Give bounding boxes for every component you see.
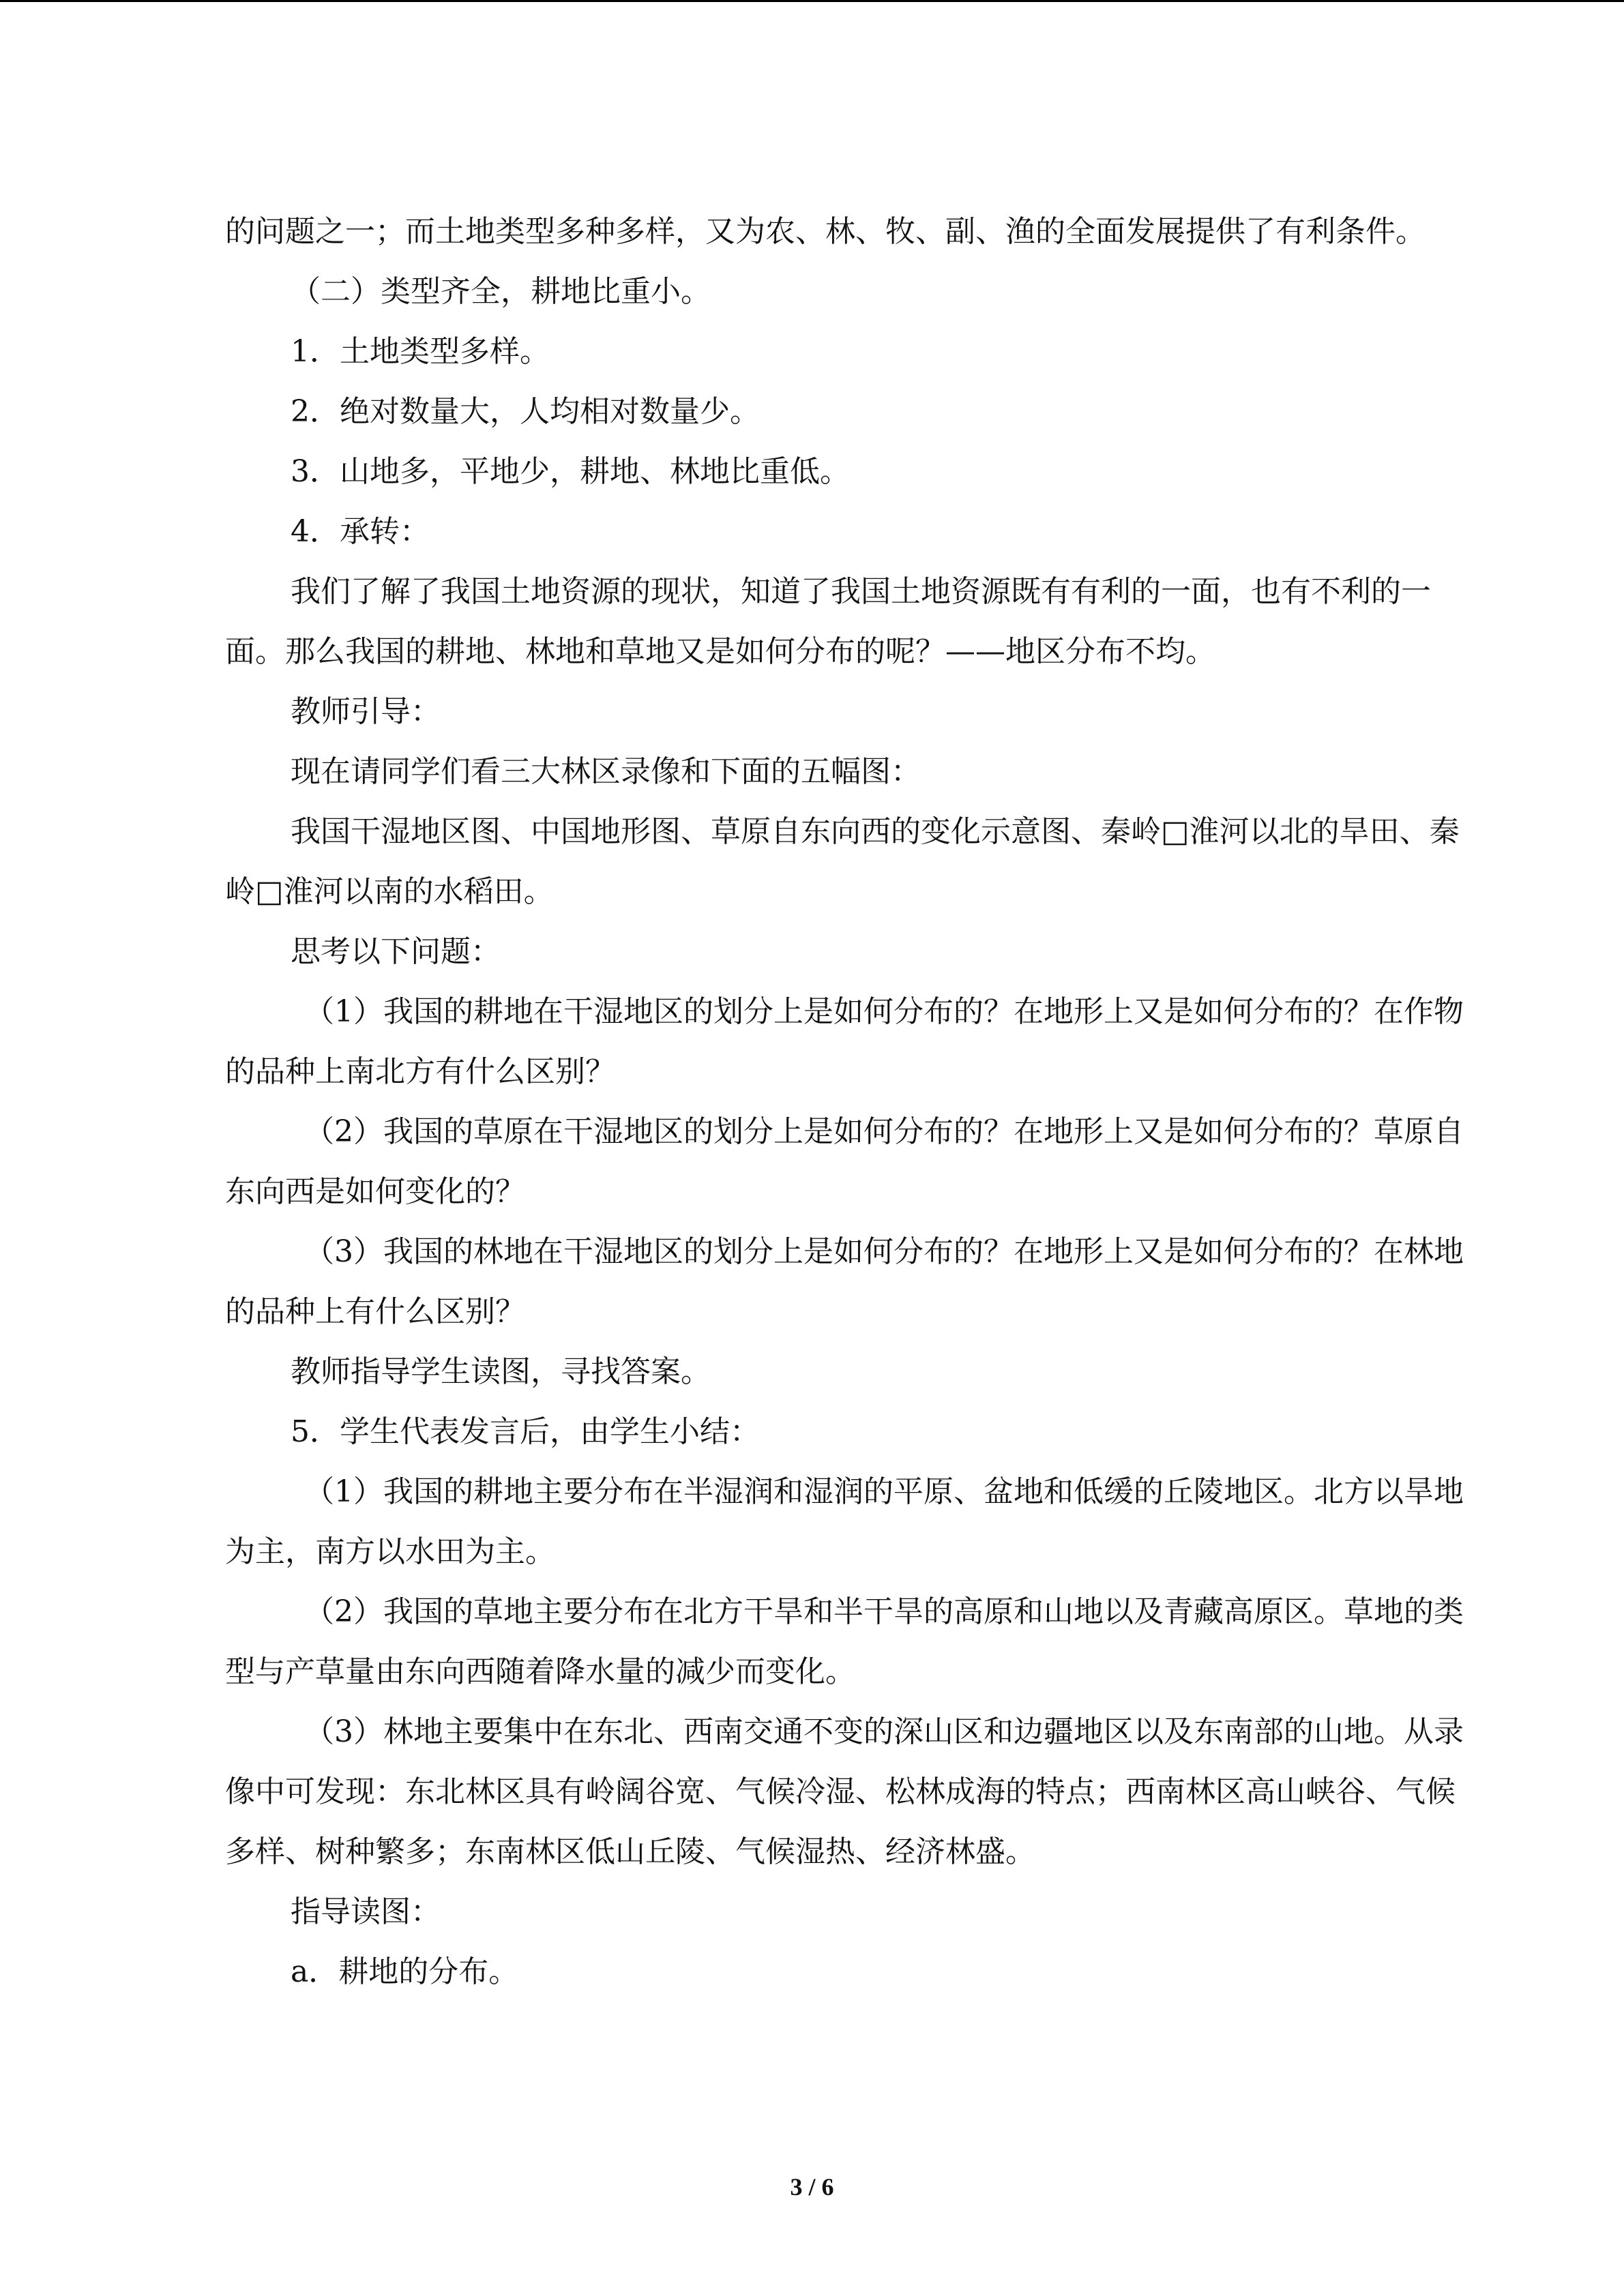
paragraph: 现在请同学们看三大林区录像和下面的五幅图： (291, 754, 921, 789)
list-item: 5．学生代表发言后，由学生小结： (291, 1414, 760, 1449)
paragraph: 教师引导： (291, 694, 441, 729)
summary-item: （3）林地主要集中在东北、西南交通不变的深山区和边疆地区以及东南部的山地。从录像中可发现：东北林区具有岭阔谷宽、气候冷湿、松林成海的特点；西南林区高山峡谷、气候多样、树种繁多；东南林区低山丘陵、气候湿热、经济林盛。 (225, 1714, 1464, 1869)
summary-item: （2）我国的草地主要分布在北方干旱和半干旱的高原和山地以及青藏高原区。草地的类型与产草量由东向西随着降水量的减少而变化。 (225, 1594, 1464, 1689)
paragraph: 指导读图： (291, 1894, 441, 1929)
list-item: 4．承转： (291, 514, 430, 549)
paragraph-continuation: 的问题之一；而土地类型多种多样，又为农、林、牧、副、渔的全面发展提供了有利条件。 (225, 214, 1426, 249)
list-item: 3．山地多，平地少，耕地、林地比重低。 (291, 454, 850, 489)
question-item: （3）我国的林地在干湿地区的划分上是如何分布的？在地形上又是如何分布的？在林地的品种上有什么区别？ (225, 1234, 1464, 1329)
question-item: （2）我国的草原在干湿地区的划分上是如何分布的？在地形上又是如何分布的？草原自东向西是如何变化的？ (225, 1114, 1464, 1209)
page-number: 3 / 6 (790, 2173, 834, 2201)
question-item: （1）我国的耕地在干湿地区的划分上是如何分布的？在地形上又是如何分布的？在作物的品种上南北方有什么区别？ (225, 994, 1464, 1089)
paragraph: a．耕地的分布。 (291, 1954, 519, 1989)
summary-item: （1）我国的耕地主要分布在半湿润和湿润的平原、盆地和低缓的丘陵地区。北方以旱地为主，南方以水田为主。 (225, 1474, 1464, 1569)
paragraph: 我们了解了我国土地资源的现状，知道了我国土地资源既有有利的一面，也有不利的一面。那么我国的耕地、林地和草地又是如何分布的呢？——地区分布不均。 (225, 574, 1431, 669)
section-heading: （二）类型齐全，耕地比重小。 (291, 274, 711, 309)
paragraph: 教师指导学生读图，寻找答案。 (291, 1354, 711, 1389)
paragraph: 思考以下问题： (291, 934, 501, 969)
document-body (225, 202, 1473, 2002)
top-border-line (0, 0, 1624, 2)
list-item: 1．土地类型多样。 (291, 334, 550, 369)
paragraph: 我国干湿地区图、中国地形图、草原自东向西的变化示意图、秦岭□淮河以北的旱田、秦岭□淮河以南的水稻田。 (225, 814, 1460, 909)
list-item: 2．绝对数量大，人均相对数量少。 (291, 394, 760, 429)
